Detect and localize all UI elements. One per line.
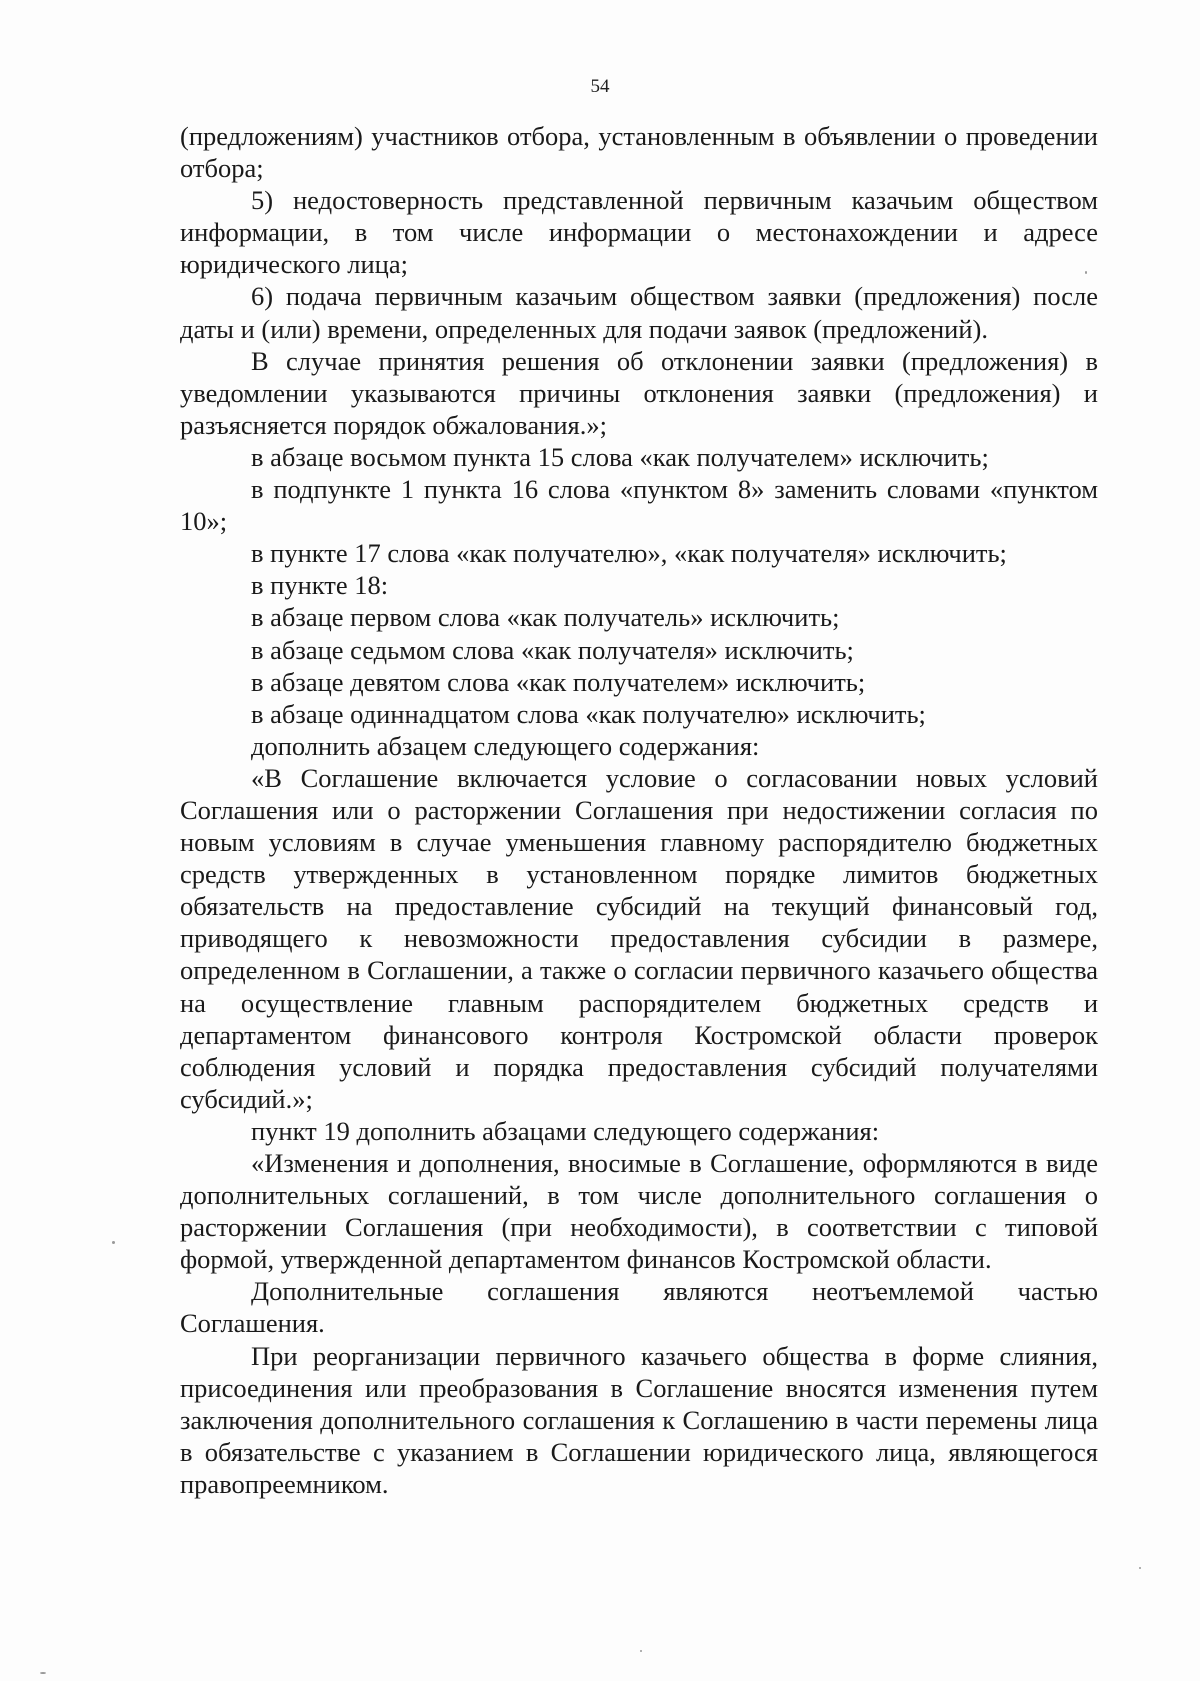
paragraph-12: в абзаце одиннадцатом слова «как получателю» исключить; <box>251 698 926 729</box>
paragraph-18: При реорганизации первичного казачьего общества в форме слияния, присоединения или преобразования в Соглашение вносятся изменения путем заключения дополнительного соглашения к Соглашению в части перемены лица в обязательстве с указанием в Соглашении юридического лица, являющегося правопреемником. <box>180 1340 1098 1499</box>
paragraph-5: в абзаце восьмом пункта 15 слова «как получателем» исключить; <box>251 441 989 472</box>
paragraph-16: «Изменения и дополнения, вносимые в Соглашение, оформляются в виде дополнительных соглашений, в том числе дополнительного соглашения о расторжении Соглашения (при необходимости), в соответствии с типовой формой, утвержденной департаментом финансов Костромской области. <box>180 1148 1098 1275</box>
paragraph-8: в пункте 18: <box>251 570 389 601</box>
paragraph-3: 6) подача первичным казачьим обществом заявки (предложения) после даты и (или) времени, определенных для подачи заявок (предложений). <box>180 281 1098 344</box>
paragraph-6: в подпункте 1 пункта 16 слова «пунктом 8» заменить словами «пунктом 10»; <box>180 474 1098 537</box>
paragraph-14: «В Соглашение включается условие о согласовании новых условий Соглашения или о расторжении Соглашения при недостижении согласия по новым условиям в случае уменьшения главному распорядителю бюджетных средств утвержденных в установленном порядке лимитов бюджетных обязательств на предоставление субсидий на текущий финансовый год, приводящего к невозможности предоставления субсидии в размере, определенном в Соглашении, а также о согласии первичного казачьего общества на осуществление главным распорядителем бюджетных средств и департаментом финансового контроля Костромской области проверок соблюдения условий и порядка предоставления субсидий получателями субсидий.»; <box>180 762 1098 1114</box>
paragraph-4: В случае принятия решения об отклонении заявки (предложения) в уведомлении указываются причины отклонения заявки (предложения) и разъясняется порядок обжалования.»; <box>180 345 1098 440</box>
scan-speck <box>1085 271 1087 274</box>
paragraph-2: 5) недостоверность представленной первичным казачьим обществом информации, в том числе информации о местонахождении и адресе юридического лица; <box>180 185 1098 280</box>
scan-speck <box>1139 1567 1141 1569</box>
scan-speck <box>40 1672 46 1674</box>
paragraph-1: (предложениям) участников отбора, установленным в объявлении о проведении отбора; <box>180 121 1098 184</box>
page-number: 54 <box>590 76 610 97</box>
paragraph-15: пункт 19 дополнить абзацами следующего содержания: <box>251 1115 880 1146</box>
paragraph-13: дополнить абзацем следующего содержания: <box>251 730 760 761</box>
document-body <box>180 120 1098 1500</box>
scan-speck <box>640 1650 642 1652</box>
paragraph-17: Дополнительные соглашения являются неотъемлемой частью Соглашения. <box>180 1276 1098 1339</box>
paragraph-9: в абзаце первом слова «как получатель» исключить; <box>251 602 840 633</box>
paragraph-10: в абзаце седьмом слова «как получателя» исключить; <box>251 634 854 665</box>
scan-speck <box>112 1241 115 1244</box>
paragraph-11: в абзаце девятом слова «как получателем» исключить; <box>251 666 866 697</box>
paragraph-7: в пункте 17 слова «как получателю», «как получателя» исключить; <box>251 538 1007 569</box>
